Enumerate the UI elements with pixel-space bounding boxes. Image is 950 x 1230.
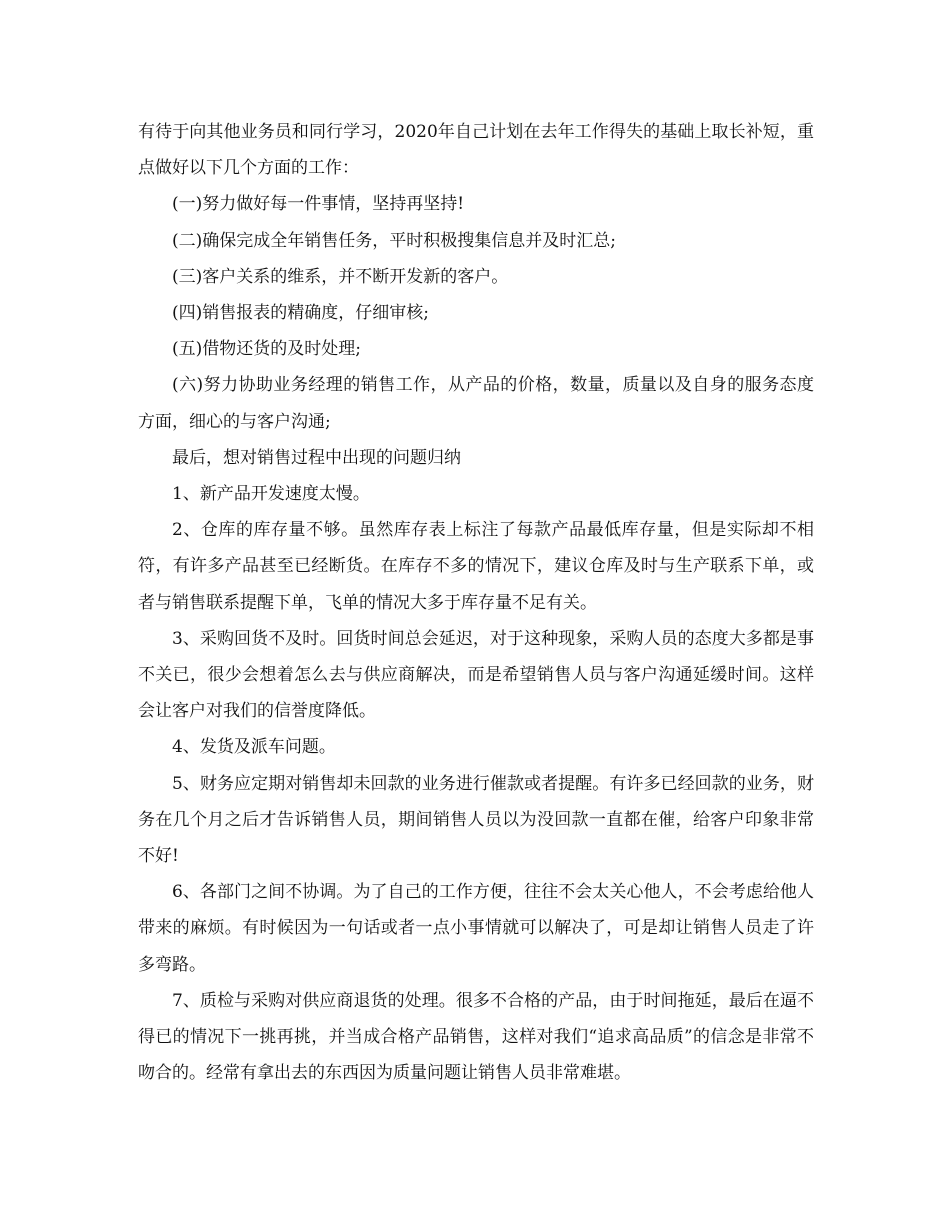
paragraph: (六)努力协助业务经理的销售工作，从产品的价格，数量，质量以及自身的服务态度方面，细心的与客户沟通; xyxy=(138,375,814,432)
paragraph: 3、采购回货不及时。回货时间总会延迟，对于这种现象，采购人员的态度大多都是事不关已，很少会想着怎么去与供应商解决，而是希望销售人员与客户沟通延缓时间。这样会让客户对我们的信誉度降低。 xyxy=(138,628,814,722)
paragraph: 6、各部门之间不协调。为了自己的工作方便，往往不会太关心他人，不会考虑给他人带来的麻烦。有时候因为一句话或者一点小事情就可以解决了，可是却让销售人员走了许多弯路。 xyxy=(138,882,814,975)
paragraph: (一)努力做好每一件事情，坚持再坚持! xyxy=(172,194,465,215)
paragraph: 7、质检与采购对供应商退货的处理。很多不合格的产品，由于时间拖延，最后在逼不得已的情况下一挑再挑，并当成合格产品销售，这样对我们“追求高品质”的信念是非常不吻合的。经常有拿出去的东西因为质量问题让销售人员非常难堪。 xyxy=(138,990,814,1084)
paragraph: 2、仓库的库存量不够。虽然库存表上标注了每款产品最低库存量，但是实际却不相符，有许多产品甚至已经断货。在库存不多的情况下，建议仓库及时与生产联系下单，或者与销售联系提醒下单，飞单的情况大多于库存量不足有关。 xyxy=(138,520,814,613)
paragraph: (四)销售报表的精确度，仔细审核; xyxy=(172,303,429,324)
paragraph: 5、财务应定期对销售却未回款的业务进行催款或者提醒。有许多已经回款的业务，财务在几个月之后才告诉销售人员，期间销售人员以为没回款一直都在催，给客户印象非常不好! xyxy=(138,773,814,867)
paragraph: 最后，想对销售过程中出现的问题归纳 xyxy=(172,447,461,468)
paragraph: 有待于向其他业务员和同行学习，2020年自己计划在去年工作得失的基础上取长补短，重点做好以下几个方面的工作： xyxy=(138,122,814,179)
paragraph: 1、新产品开发速度太慢。 xyxy=(172,484,370,505)
document-body xyxy=(138,114,814,1091)
paragraph: 4、发货及派车问题。 xyxy=(172,737,336,758)
paragraph: (五)借物还货的及时处理; xyxy=(172,339,361,360)
paragraph: (二)确保完成全年销售任务，平时积极搜集信息并及时汇总; xyxy=(172,230,616,251)
paragraph: (三)客户关系的维系，并不断开发新的客户。 xyxy=(172,266,509,287)
